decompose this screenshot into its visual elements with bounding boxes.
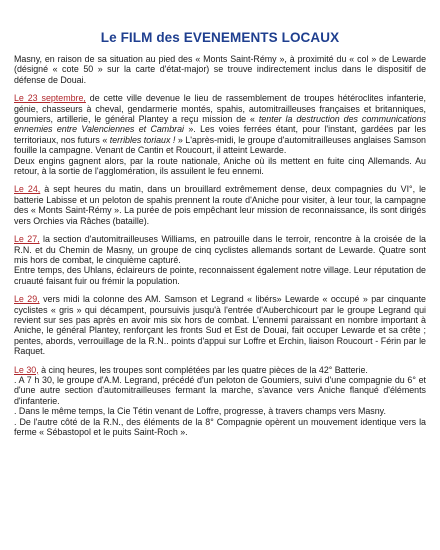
date-24: Le 24, (14, 184, 41, 195)
p1-text-1: de cette ville devenue le lieu de rassemblement de troupes hétéroclites infanterie, génie, chasseurs à cheval, gendarmerie montés, spahis, automitrailleuses françaises et britanniques, goumiers, artillerie, le général Plantey a reçu mission de « (14, 93, 427, 125)
document-title: Le FILM des EVENEMENTS LOCAUX (100, 30, 340, 45)
date-23-september: Le 23 septembre, (14, 93, 86, 104)
p1-text-4: Deux engins gagnent alors, par la route nationale, Aniche où ils mettent en fuite cinq Allemands. Au retour, à la sortie de l'agglomération, ils assuilent le feu ennemi. (14, 155, 426, 177)
p4-text: vers midi la colonne des AM. Samson et Legrand « libérs» Lewarde « occupé » par cinquante cyclistes « gris » qui décampent, poursuivis jusqu'à l'entrée d'Auberchicourt par le groupe Legrand qui revient sur ses pas après en avoir mis six hors de combat. L'ennemi paraissant en nombre important à Aniche, le général Plantey, renforçant les fronts Sud et Est de Douai, fait occuper Lewarde et sa crête ; pentes, abords, verrouillage de la R.N.. points d'appui sur Loffre et Erchin, liaison Roucourt - Férin par le Raquet. (14, 294, 426, 357)
intro-paragraph: Masny, en raison de sa situation au pied des « Monts Saint-Rémy », à proximité du « col » de Lewarde (désigné « cote 50 » sur la carte d'état-major) se trouve indirectement inclus dans le dispositif de défense de Douai. (14, 54, 426, 85)
paragraph-24 (14, 184, 426, 226)
p5-text-3: . Dans le même temps, la Cie Tétin venant de Loffre, progresse, à travers champs vers Masny. (14, 406, 386, 417)
p3-text-2: Entre temps, des Uhlans, éclaireurs de pointe, reconnaissent également notre village. Leur réputation de cruauté faisant fuir ou frémir la population. (14, 265, 426, 286)
p1-quote-1: tenter la destruction des communications ennemies entre Valenciennes et Cambrai (14, 114, 427, 135)
p3-text-1: la section d'automitrailleuses Williams, en patrouille dans le terroir, rencontre à la croisée de la R.N. et du Chemin de Masny, un groupe de cinq cyclistes allemands sortant de Lewarde. Quatre sont mis hors de combat, le cinquième capturé. (14, 234, 426, 265)
paragraph-29 (14, 294, 426, 356)
date-30: Le 30, (14, 364, 39, 375)
p1-text-2: ». Les voies ferrées étant, pour l'instant, gardées par les territoriaux, nos futurs « (14, 124, 426, 145)
p2-text: à sept heures du matin, dans un brouillard extrêmement dense, deux compagnies du VI°, le batterie Labisse et un peloton de spahis prennent la route d'Aniche pour visiter, à leur tour, la campagne des « Monts Saint-Rémy ». La purée de pois empêchant leur mission de reconnaissance, ils sont dirigés vers Orchies via Râches (bataille). (14, 184, 426, 226)
p5-text-4: . De l'autre côté de la R.N., des éléments de la 8° Compagnie opèrent un mouvement identique vers la ferme « Sébastopol et le puits Saint-Roch ». (14, 416, 426, 437)
paragraph-23-september (14, 93, 426, 176)
date-27: Le 27, (14, 234, 40, 245)
paragraph-30 (14, 365, 426, 438)
p1-text-3: » L'après-midi, le groupe d'automitrailleuses anglaises Samson fouille la campagne. Venant de Cantin et Roucourt, il atteint Lewarde. (14, 134, 426, 156)
date-29: Le 29, (14, 294, 40, 305)
p1-quote-2: terribles toriaux ! (109, 134, 176, 145)
p5-text-1: à cinq heures, les troupes sont complétées par les quatre pièces de la 42° Batterie. (38, 364, 368, 375)
p5-text-2: . A 7 h 30, le groupe d'A.M. Legrand, précédé d'un peloton de Goumiers, suivi d'une compagnie du 6° et d'une autre section d'automitrailleuses fermant la marche, s'avance vers Aniche flanqué d'éléments d'infanterie. (14, 374, 426, 406)
paragraph-27 (14, 234, 426, 286)
